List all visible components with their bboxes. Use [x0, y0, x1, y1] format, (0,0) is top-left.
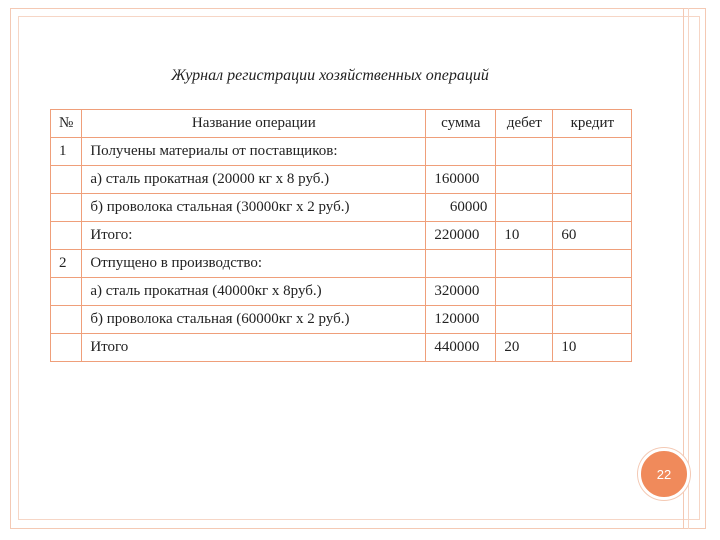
header-sum: сумма [426, 110, 496, 138]
table-row [51, 278, 632, 306]
journal-table [50, 109, 632, 362]
row-credit: 10 [553, 334, 632, 362]
row-sum: 440000 [426, 334, 496, 362]
row-sum: 60000 [426, 194, 496, 222]
row-name: Итого [82, 334, 426, 362]
table-row [51, 334, 632, 362]
row-debit [496, 250, 553, 278]
table-row [51, 250, 632, 278]
row-credit [553, 306, 632, 334]
row-credit [553, 138, 632, 166]
row-name: б) проволока стальная (30000кг х 2 руб.) [82, 194, 426, 222]
row-debit [496, 138, 553, 166]
row-sum: 220000 [426, 222, 496, 250]
table-row [51, 222, 632, 250]
row-sum: 320000 [426, 278, 496, 306]
header-number: № [51, 110, 82, 138]
table-header-row [51, 110, 632, 138]
slide-frame-line [683, 8, 684, 529]
page-title: Журнал регистрации хозяйственных операций [171, 67, 489, 84]
row-name: а) сталь прокатная (40000кг х 8руб.) [82, 278, 426, 306]
row-name: Получены материалы от поставщиков: [82, 138, 426, 166]
row-number [51, 278, 82, 306]
row-number: 2 [51, 250, 82, 278]
table-row [51, 138, 632, 166]
row-name: Итого: [82, 222, 426, 250]
row-debit [496, 166, 553, 194]
header-credit: кредит [553, 110, 632, 138]
row-debit: 10 [496, 222, 553, 250]
row-name: Отпущено в производство: [82, 250, 426, 278]
row-number [51, 166, 82, 194]
row-debit [496, 278, 553, 306]
row-number [51, 194, 82, 222]
row-debit: 20 [496, 334, 553, 362]
table-row [51, 166, 632, 194]
row-name: б) проволока стальная (60000кг х 2 руб.) [82, 306, 426, 334]
row-sum [426, 250, 496, 278]
row-debit [496, 194, 553, 222]
row-number [51, 222, 82, 250]
table-row [51, 306, 632, 334]
row-sum: 160000 [426, 166, 496, 194]
slide-frame-line [688, 8, 689, 529]
row-number [51, 306, 82, 334]
header-debit: дебет [496, 110, 553, 138]
row-name: а) сталь прокатная (20000 кг х 8 руб.) [82, 166, 426, 194]
row-credit: 60 [553, 222, 632, 250]
row-sum: 120000 [426, 306, 496, 334]
row-number [51, 334, 82, 362]
header-name: Название операции [82, 110, 426, 138]
row-debit [496, 306, 553, 334]
table-row [51, 194, 632, 222]
row-credit [553, 250, 632, 278]
row-credit [553, 278, 632, 306]
page-number-badge: 22 [638, 448, 690, 500]
row-sum [426, 138, 496, 166]
row-number: 1 [51, 138, 82, 166]
row-credit [553, 166, 632, 194]
row-credit [553, 194, 632, 222]
